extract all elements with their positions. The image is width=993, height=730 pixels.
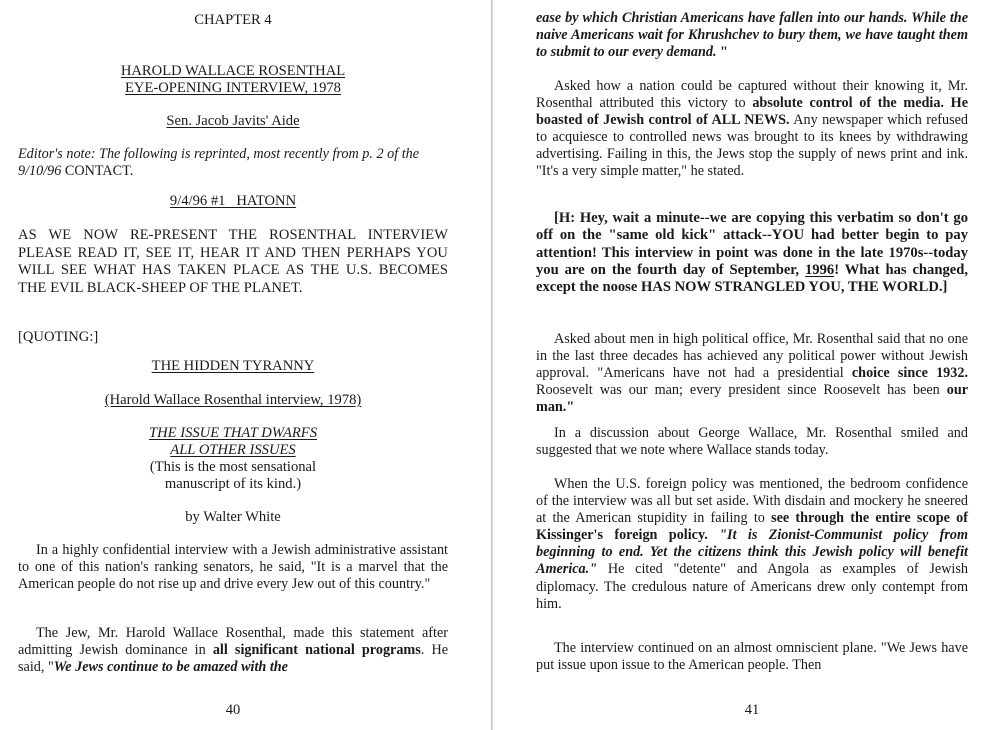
- paragraph-2-bold-italic: We Jews continue to be amazed with the: [53, 659, 288, 676]
- paragraph-2-text: The Jew, Mr. Harold Wallace Rosenthal, made this statement after admitting Jewish dominance in: [18, 625, 448, 659]
- paragraph-media-bold: absolute control of the media. He boasted of Jewish control of ALL NEWS.: [536, 95, 968, 129]
- paragraph-2-bold: all significant national programs: [212, 642, 421, 659]
- hatonn-note-year: 1996: [805, 261, 835, 278]
- section-subtitle: (Harold Wallace Rosenthal interview, 1978): [104, 392, 362, 408]
- paragraph-omniscient: The interview continued on an almost omniscient plane. "We Jews have put issue upon issue to the American people. Then: [536, 640, 968, 674]
- paragraph-2-text-b: . He said, ": [18, 642, 449, 676]
- hatonn-note: [536, 210, 968, 296]
- quoting-marker: [QUOTING:]: [18, 329, 99, 345]
- hatonn-note-text-b: ! What has changed, except the noose HAS NOW STRANGLED YOU, THE WORLD.]: [536, 261, 969, 296]
- continued-quote-end: ": [716, 44, 728, 61]
- paragraph-political-text-a: Asked about men in high political office, Mr. Rosenthal said that no one in the last three decades has achieved any political power without Jewish approval. "Americans have not had a presidential: [536, 331, 968, 382]
- editor-note-plain: CONTACT.: [61, 163, 134, 180]
- paragraph-media-text-b: Any newspaper which refused to acquiesce to controlled news was brought to its knees by withdrawing advertising. Failing in this, the Jews stop the supply of news print and ink. "It's a very simple matter," he stated.: [536, 112, 968, 180]
- hatonn-note-text-a: [H: Hey, wait a minute--we are copying this verbatim so don't go off on the "same old kick" attack--YOU had better begin to pay attention! This interview in point was done in the late 1970s--today you are on the fourth day of September,: [536, 210, 968, 278]
- intro-caps-paragraph: AS WE NOW RE-PRESENT THE ROSENTHAL INTERVIEW PLEASE READ IT, SEE IT, HEAR IT AND THEN PERHAPS YOU WILL SEE WHAT HAS TAKEN PLACE AS THE U.S. BECOMES THE EVIL BLACK-SHEEP OF THE PLANET.: [18, 227, 448, 296]
- paragraph-2: [18, 625, 448, 676]
- editor-note: [18, 146, 448, 180]
- issue-heading-line-1: THE ISSUE THAT DWARFS: [148, 425, 318, 441]
- continued-quote-bold-italic: ease by which Christian Americans have fallen into our hands. While the naive Americans wait for Khrushchev to bury them, we have taught them to submit to our every demand.: [536, 10, 968, 61]
- parenthetical-line-2: manuscript of its kind.): [164, 476, 302, 492]
- paragraph-political-office: [536, 331, 968, 416]
- editor-note-italic: Editor's note: The following is reprinted, most recently from p. 2 of the 9/10/96: [18, 146, 420, 180]
- parenthetical-line-1: (This is the most sensational: [149, 459, 317, 475]
- article-title: [0, 63, 466, 97]
- dateline: 9/4/96 #1 HATONN: [169, 193, 297, 209]
- byline: by Walter White: [185, 509, 281, 525]
- paragraph-political-bold-1: choice since 1932.: [851, 365, 969, 382]
- chapter-heading: CHAPTER 4: [194, 12, 272, 28]
- issue-heading-line-2: ALL OTHER ISSUES: [170, 442, 296, 458]
- paragraph-foreign-bold-italic: "It is Zionist-Communist policy from beginning to end. Yet the citizens think this Jewish policy will benefit America.": [536, 527, 968, 578]
- issue-heading: [0, 425, 466, 493]
- page-number-right: 41: [744, 702, 760, 718]
- paragraph-foreign-text-b: He cited "detente" and Angola as examples of Jewish diplomacy. The credulous nature of Americans drew only contempt from him.: [536, 561, 968, 612]
- paragraph-media-control: [536, 78, 968, 181]
- paragraph-wallace: In a discussion about George Wallace, Mr. Rosenthal smiled and suggested that we note where Wallace stands today.: [536, 425, 968, 459]
- paragraph-political-end: ": [566, 399, 575, 416]
- right-page: [494, 0, 993, 730]
- paragraph-political-bold-2: our man.: [536, 382, 968, 416]
- page-number-left: 40: [225, 702, 241, 718]
- article-title-line-2: EYE-OPENING INTERVIEW, 1978: [125, 80, 341, 96]
- paragraph-political-text-b: Roosevelt was our man; every president since Roosevelt has been: [536, 382, 947, 399]
- article-title-line-1: HAROLD WALLACE ROSENTHAL: [120, 63, 346, 79]
- section-title: THE HIDDEN TYRANNY: [151, 358, 315, 374]
- left-page: [0, 0, 492, 730]
- article-subtitle: Sen. Jacob Javits' Aide: [166, 113, 300, 129]
- paragraph-foreign-text-a: When the U.S. foreign policy was mentioned, the bedroom confidence of the interview was all but set aside. With disdain and mockery he sneered at the American stupidity in failing to: [536, 476, 968, 527]
- continued-quote: [536, 10, 968, 61]
- paragraph-1: In a highly confidential interview with a Jewish administrative assistant to one of this nation's ranking senators, he said, "It is a marvel that the American people do not rise up and drive every Jew out of this country.": [18, 542, 448, 593]
- paragraph-foreign-policy: [536, 476, 968, 613]
- paragraph-foreign-bold: see through the entire scope of Kissinger's foreign policy.: [536, 510, 968, 544]
- paragraph-media-text-a: Asked how a nation could be captured without their knowing it, Mr. Rosenthal attributed this victory to: [536, 78, 968, 112]
